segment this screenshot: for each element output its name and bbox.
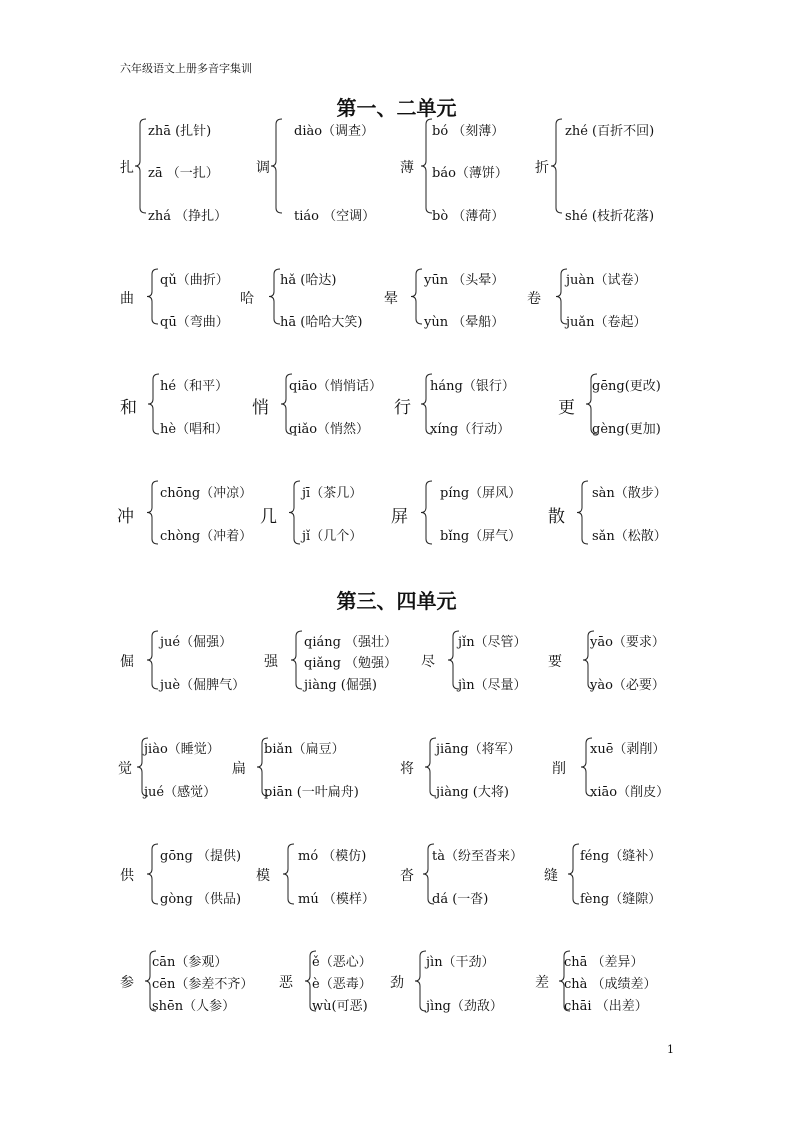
reading-item: shé (枝折花落) — [565, 209, 655, 224]
polyphone-character: 哈 — [240, 290, 254, 307]
polyphone-character: 调 — [256, 160, 270, 176]
reading-item: yūn （头晕） — [424, 273, 505, 288]
reading-item: jìn（尽量） — [458, 678, 527, 693]
reading-item: sàn（散步） — [592, 486, 667, 501]
reading-item: chà （成绩差） — [564, 977, 657, 992]
reading-item: yùn （晕船） — [424, 315, 505, 330]
brace-icon — [146, 630, 160, 690]
reading-item: qū（弯曲） — [160, 315, 229, 330]
reading-item: hè（唱和） — [160, 422, 229, 437]
polyphone-character: 晕 — [384, 290, 398, 307]
polyphone-character: 供 — [120, 868, 134, 884]
polyphone-character: 悄 — [252, 398, 269, 418]
reading-item: dá (一沓) — [432, 892, 489, 907]
brace-icon — [567, 843, 581, 905]
reading-item: wù(可恶) — [312, 999, 368, 1014]
reading-item: píng（屏风） — [440, 486, 522, 501]
reading-item: gēng(更改) — [592, 379, 661, 394]
polyphone-character: 强 — [264, 654, 278, 670]
polyphone-character: 参 — [120, 975, 134, 991]
brace-icon — [146, 480, 160, 545]
brace-icon — [282, 843, 296, 905]
polyphone-character: 扎 — [120, 160, 134, 176]
reading-item: juǎn（卷起） — [566, 315, 647, 330]
polyphone-character: 几 — [260, 506, 277, 527]
section-title-units-3-4: 第三、四单元 — [336, 589, 457, 613]
reading-item: xuē（剥削） — [590, 742, 666, 757]
reading-item: báo（薄饼） — [432, 166, 508, 181]
reading-item: cēn（参差不齐） — [152, 977, 254, 992]
reading-item: háng（银行） — [430, 379, 515, 394]
brace-icon — [576, 480, 590, 545]
reading-item: chāi （出差） — [564, 999, 648, 1014]
reading-item: jiàng (倔强) — [304, 678, 377, 693]
reading-item: gèng(更加) — [592, 422, 661, 437]
reading-item: zā （一扎） — [148, 166, 219, 181]
section-title-units-1-2: 第一、二单元 — [336, 96, 457, 120]
reading-item: diào（调查） — [294, 124, 375, 139]
polyphone-character: 曲 — [120, 290, 134, 307]
page-header: 六年级语文上册多音字集训 — [120, 62, 252, 75]
reading-item: yào（必要） — [590, 678, 665, 693]
polyphone-character: 缝 — [544, 868, 558, 884]
reading-item: jiāng（将军） — [436, 742, 521, 757]
polyphone-character: 屏 — [391, 506, 408, 527]
polyphone-character: 觉 — [118, 761, 132, 777]
reading-item: zhá （挣扎） — [148, 209, 228, 224]
reading-item: jué（感觉） — [144, 785, 217, 800]
polyphone-character: 沓 — [400, 868, 414, 884]
polyphone-character: 劲 — [390, 975, 404, 991]
reading-item: féng（缝补） — [580, 849, 662, 864]
polyphone-character: 要 — [548, 654, 562, 670]
reading-item: fèng（缝隙） — [580, 892, 662, 907]
reading-item: xiāo（削皮） — [590, 785, 670, 800]
reading-item: jī（茶几） — [302, 486, 363, 501]
brace-icon — [410, 268, 424, 325]
reading-item: juè（倔脾气） — [160, 678, 246, 693]
reading-item: è（恶毒） — [312, 977, 372, 992]
polyphone-character: 削 — [552, 761, 566, 777]
polyphone-character: 扁 — [232, 761, 246, 777]
reading-item: tiáo （空调） — [294, 209, 376, 224]
polyphone-character: 和 — [120, 398, 137, 418]
reading-item: jǐn（尽管） — [458, 635, 527, 650]
page-number: 1 — [667, 1043, 674, 1056]
reading-item: chōng（冲凉） — [160, 486, 253, 501]
reading-item: jiàng (大将) — [436, 785, 509, 800]
reading-item: piān (一叶扁舟) — [264, 785, 359, 800]
reading-item: cān（参观） — [152, 955, 228, 970]
polyphone-character: 冲 — [117, 506, 134, 527]
reading-item: jiào（睡觉） — [144, 742, 220, 757]
reading-item: qiǎng （勉强） — [304, 656, 398, 671]
reading-item: sǎn（松散） — [592, 529, 667, 544]
reading-item: qǔ（曲折） — [160, 273, 229, 288]
reading-item: juàn（试卷） — [566, 273, 647, 288]
brace-icon — [270, 118, 284, 214]
reading-item: jìn（干劲） — [426, 955, 495, 970]
reading-item: chā （差异） — [564, 955, 644, 970]
reading-item: chòng（冲着） — [160, 529, 253, 544]
brace-icon — [146, 268, 160, 325]
reading-item: hé（和平） — [160, 379, 229, 394]
reading-item: gōng （提供) — [160, 849, 242, 864]
reading-item: yāo（要求） — [590, 635, 665, 650]
polyphone-character: 倔 — [120, 654, 134, 670]
polyphone-character: 薄 — [400, 160, 414, 176]
reading-item: jìng（劲敌） — [426, 999, 503, 1014]
polyphone-character: 尽 — [421, 654, 435, 670]
reading-item: bǐng（屏气） — [440, 529, 522, 544]
polyphone-character: 行 — [394, 398, 411, 418]
reading-item: hā (哈哈大笑) — [280, 315, 363, 330]
brace-icon — [134, 118, 148, 214]
brace-icon — [146, 843, 160, 905]
brace-icon — [550, 118, 564, 214]
reading-item: zhé (百折不回) — [565, 124, 655, 139]
brace-icon — [288, 480, 302, 545]
reading-item: jǐ（几个） — [302, 529, 363, 544]
reading-item: xíng（行动） — [430, 422, 511, 437]
reading-item: biǎn（扁豆） — [264, 742, 345, 757]
reading-item: tà（纷至沓来） — [432, 849, 523, 864]
reading-item: qiāo（悄悄话） — [289, 379, 383, 394]
reading-item: qiǎo（悄然） — [289, 422, 370, 437]
reading-item: bó （刻薄） — [432, 124, 505, 139]
reading-item: hǎ (哈达) — [280, 273, 337, 288]
reading-item: gòng （供品) — [160, 892, 242, 907]
reading-item: bò （薄荷） — [432, 209, 505, 224]
reading-item: zhā (扎针) — [148, 124, 212, 139]
reading-item: jué（倔强） — [160, 635, 233, 650]
polyphone-character: 模 — [256, 868, 270, 884]
reading-item: qiáng （强壮） — [304, 635, 398, 650]
reading-item: mó （模仿) — [298, 849, 367, 864]
brace-icon — [147, 373, 161, 435]
polyphone-character: 卷 — [527, 290, 541, 307]
brace-icon — [420, 480, 434, 545]
reading-item: ě（恶心） — [312, 955, 372, 970]
polyphone-character: 更 — [558, 398, 575, 418]
reading-item: mú （模样） — [298, 892, 375, 907]
brace-icon — [290, 630, 304, 690]
polyphone-character: 折 — [535, 160, 549, 176]
polyphone-character: 恶 — [279, 975, 293, 991]
polyphone-character: 散 — [548, 506, 565, 527]
polyphone-character: 差 — [535, 975, 549, 991]
reading-item: shēn（人参） — [152, 999, 236, 1014]
polyphone-character: 将 — [400, 761, 414, 777]
